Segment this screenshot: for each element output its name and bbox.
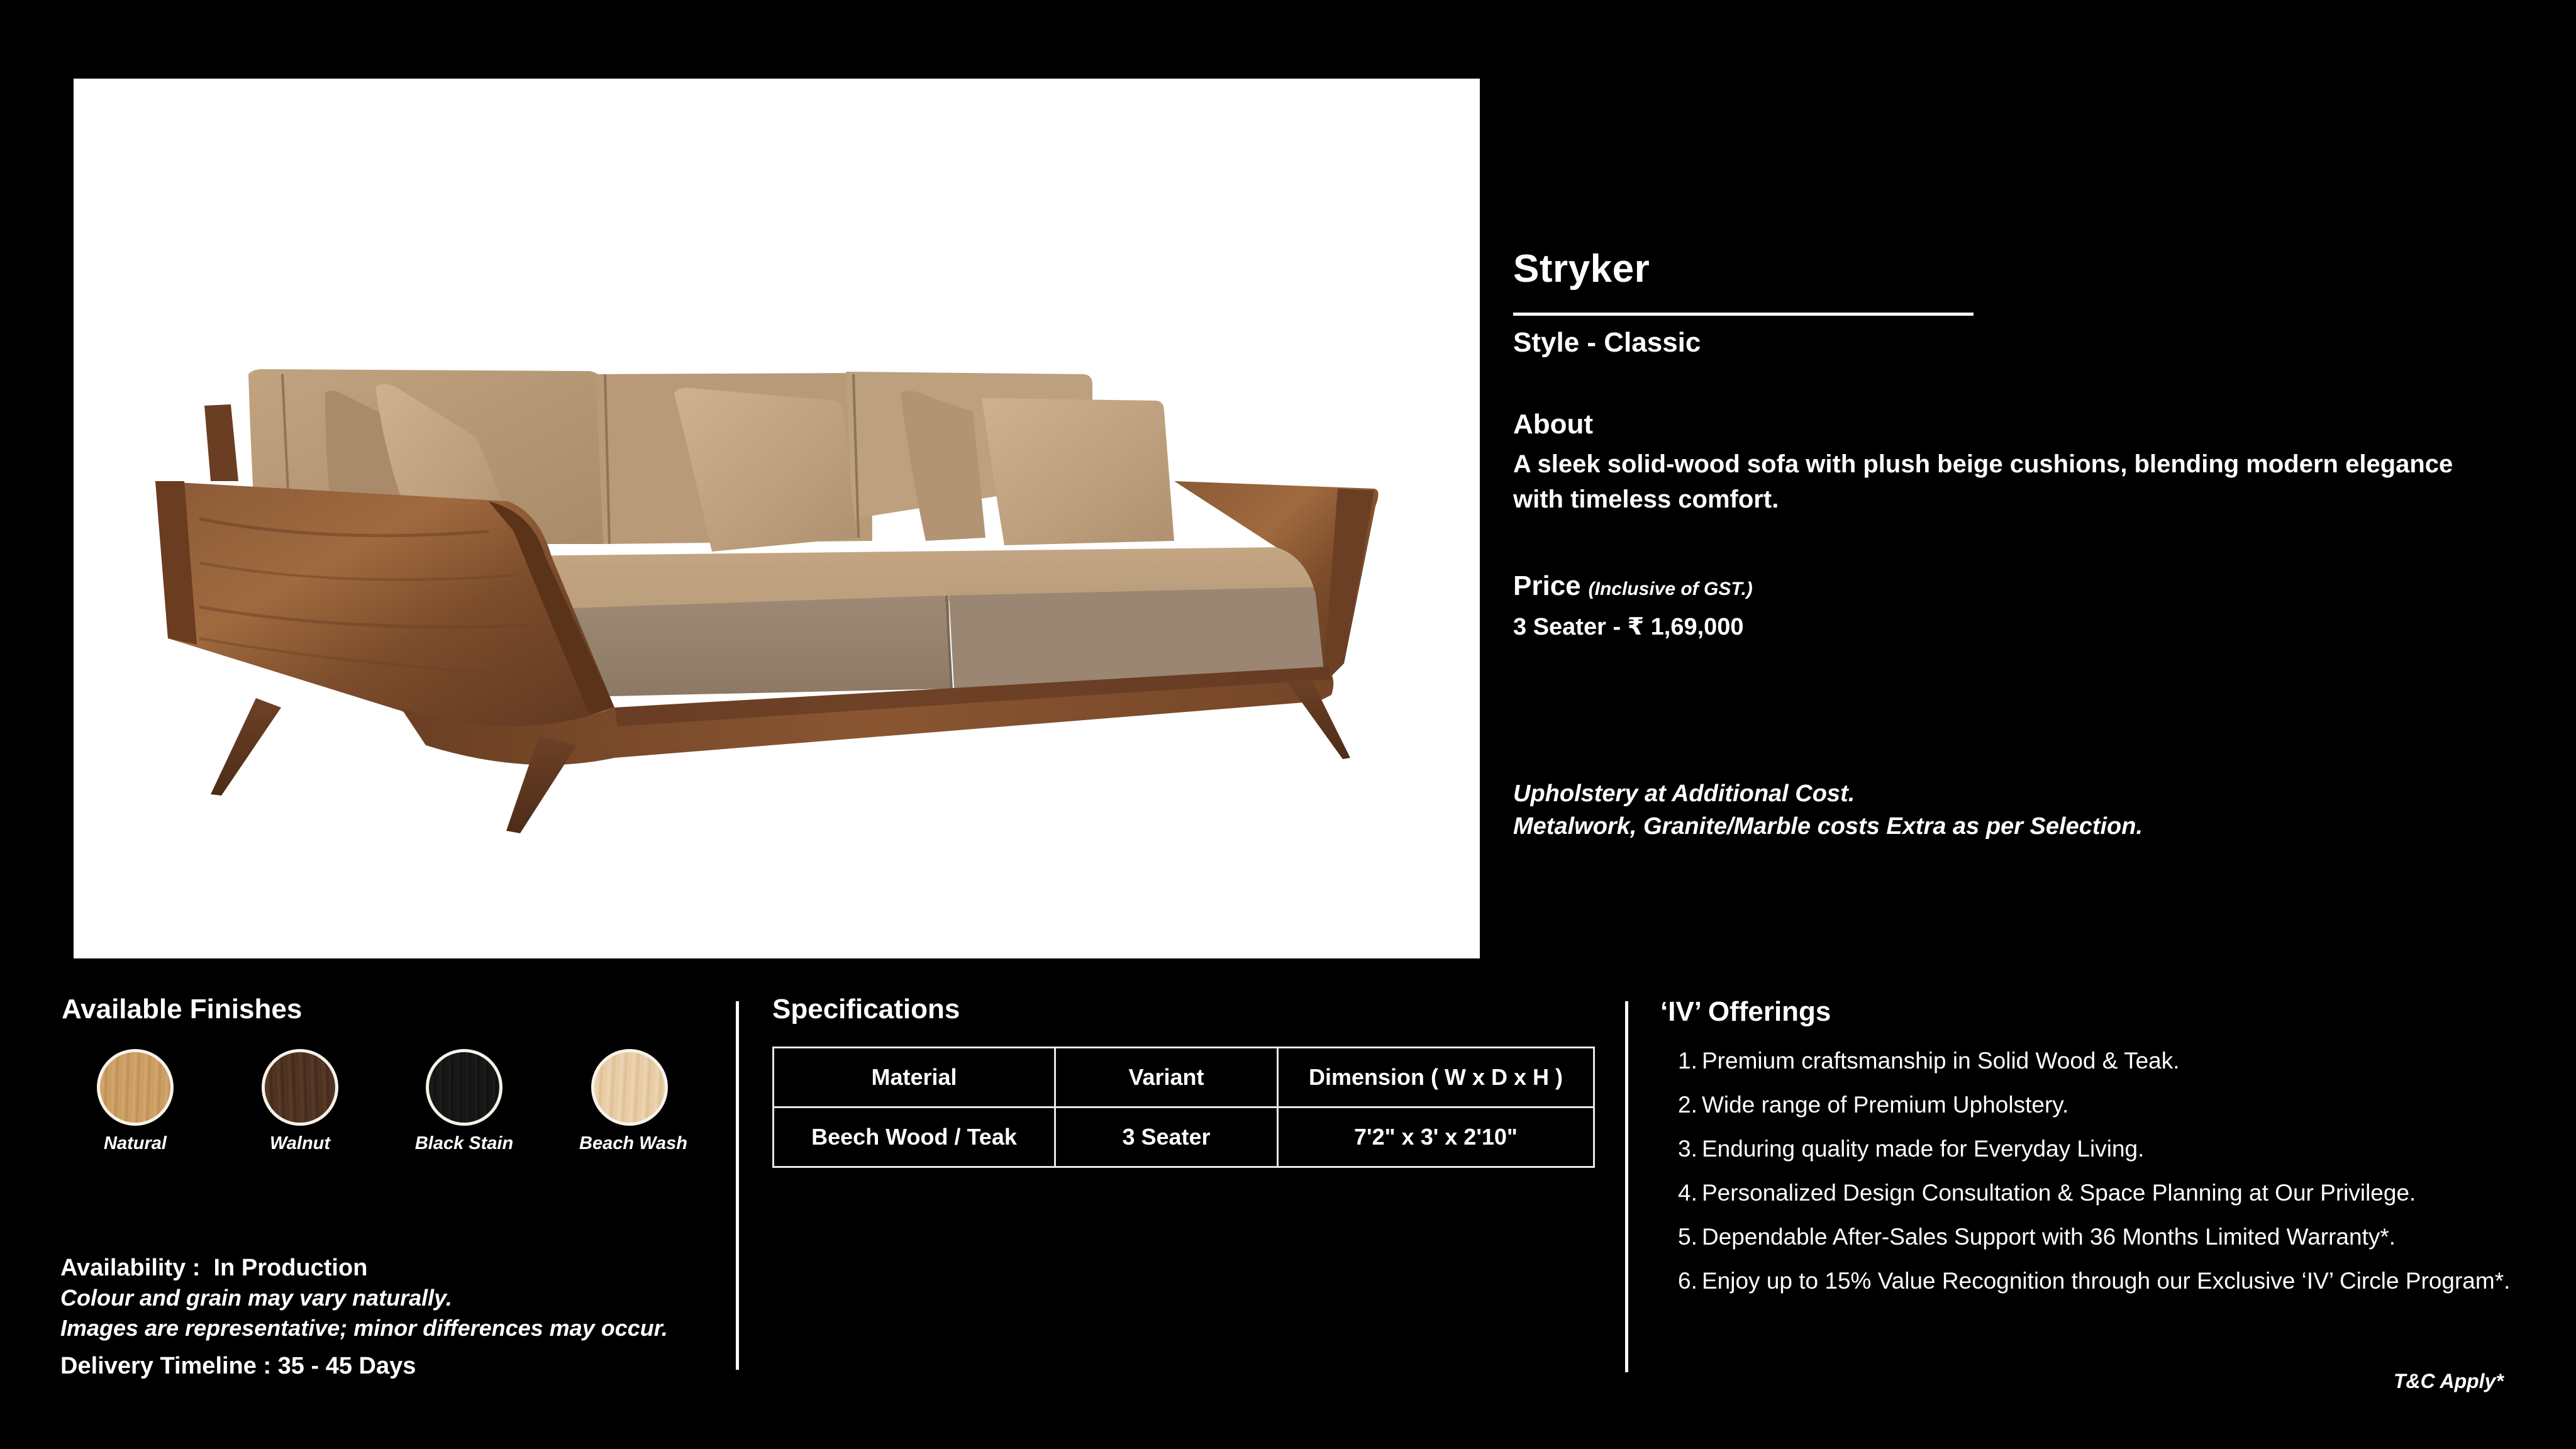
product-title: Stryker bbox=[1513, 247, 1650, 291]
finish-label: Beach Wash bbox=[579, 1133, 687, 1153]
finish-label: Walnut bbox=[269, 1133, 331, 1153]
finish-swatch[interactable] bbox=[591, 1049, 668, 1126]
column-header-variant: Variant bbox=[1055, 1048, 1278, 1108]
finish-option-natural[interactable] bbox=[85, 1049, 186, 1154]
table-header-row bbox=[774, 1048, 1594, 1108]
cost-note: Upholstery at Additional Cost. bbox=[1513, 780, 1855, 807]
section-divider bbox=[1625, 1001, 1628, 1372]
delivery-timeline: Delivery Timeline : 35 - 45 Days bbox=[60, 1353, 416, 1379]
column-header-dimension: Dimension ( W x D x H ) bbox=[1278, 1048, 1594, 1108]
finish-swatch[interactable] bbox=[97, 1049, 174, 1126]
cell-dimension: 7'2" x 3' x 2'10" bbox=[1278, 1108, 1594, 1167]
finish-disclaimer bbox=[60, 1283, 668, 1343]
cell-material: Beech Wood / Teak bbox=[774, 1108, 1055, 1167]
about-text: A sleek solid-wood sofa with plush beige cushions, blending modern elegance with timeless comfort. bbox=[1513, 450, 2453, 513]
item-text: Dependable After-Sales Support with 36 Months Limited Warranty*. bbox=[1702, 1224, 2396, 1250]
finish-label: Natural bbox=[104, 1133, 167, 1153]
cost-notes bbox=[1513, 777, 2143, 843]
list-item bbox=[1678, 1083, 2521, 1127]
finish-label: Black Stain bbox=[414, 1133, 514, 1153]
cell-variant: 3 Seater bbox=[1055, 1108, 1278, 1167]
title-underline bbox=[1513, 313, 1974, 316]
item-text: Enduring quality made for Everyday Living. bbox=[1702, 1136, 2145, 1162]
sofa-illustration bbox=[74, 79, 1480, 958]
specifications-table bbox=[772, 1046, 1595, 1168]
item-number: 5. bbox=[1678, 1224, 1697, 1250]
list-item bbox=[1678, 1039, 2521, 1083]
item-number: 4. bbox=[1678, 1180, 1697, 1206]
finish-swatch[interactable] bbox=[426, 1049, 502, 1126]
product-style: Style - Classic bbox=[1513, 327, 1701, 358]
item-text: Wide range of Premium Upholstery. bbox=[1702, 1092, 2069, 1118]
item-number: 3. bbox=[1678, 1136, 1697, 1162]
disclaimer-line: Images are representative; minor differences may occur. bbox=[60, 1315, 668, 1341]
list-item bbox=[1678, 1127, 2521, 1171]
price-heading bbox=[1513, 570, 1753, 602]
column-header-material: Material bbox=[774, 1048, 1055, 1108]
cost-note: Metalwork, Granite/Marble costs Extra as per Selection. bbox=[1513, 813, 2143, 840]
finish-swatch[interactable] bbox=[262, 1049, 338, 1126]
item-number: 2. bbox=[1678, 1092, 1697, 1118]
availability-status: Availability : In Production bbox=[60, 1255, 368, 1281]
offerings-heading: ‘IV’ Offerings bbox=[1660, 996, 1831, 1027]
disclaimer-line: Colour and grain may vary naturally. bbox=[60, 1285, 452, 1311]
price-label: Price bbox=[1513, 570, 1581, 601]
finishes-heading: Available Finishes bbox=[62, 994, 303, 1024]
section-divider bbox=[736, 1001, 739, 1370]
item-text: Enjoy up to 15% Value Recognition through our Exclusive ‘IV’ Circle Program*. bbox=[1702, 1268, 2511, 1294]
item-text: Personalized Design Consultation & Space Planning at Our Privilege. bbox=[1702, 1180, 2416, 1206]
finish-option-black-stain[interactable] bbox=[414, 1049, 514, 1154]
terms-note: T&C Apply* bbox=[2394, 1370, 2504, 1392]
price-tax-note: (Inclusive of GST.) bbox=[1588, 579, 1753, 599]
list-item bbox=[1678, 1215, 2521, 1259]
product-image bbox=[74, 79, 1480, 958]
table-row bbox=[774, 1108, 1594, 1167]
specifications-heading: Specifications bbox=[772, 994, 960, 1024]
list-item bbox=[1678, 1171, 2521, 1215]
about-heading: About bbox=[1513, 409, 1594, 440]
price-value: 3 Seater - ₹ 1,69,000 bbox=[1513, 614, 1744, 640]
item-number: 1. bbox=[1678, 1048, 1697, 1074]
finish-option-walnut[interactable] bbox=[250, 1049, 350, 1154]
item-number: 6. bbox=[1678, 1268, 1697, 1294]
list-item bbox=[1678, 1259, 2521, 1303]
offerings-list bbox=[1678, 1039, 2521, 1303]
finish-option-beach-wash[interactable] bbox=[579, 1049, 687, 1154]
item-text: Premium craftsmanship in Solid Wood & Teak. bbox=[1702, 1048, 2180, 1074]
